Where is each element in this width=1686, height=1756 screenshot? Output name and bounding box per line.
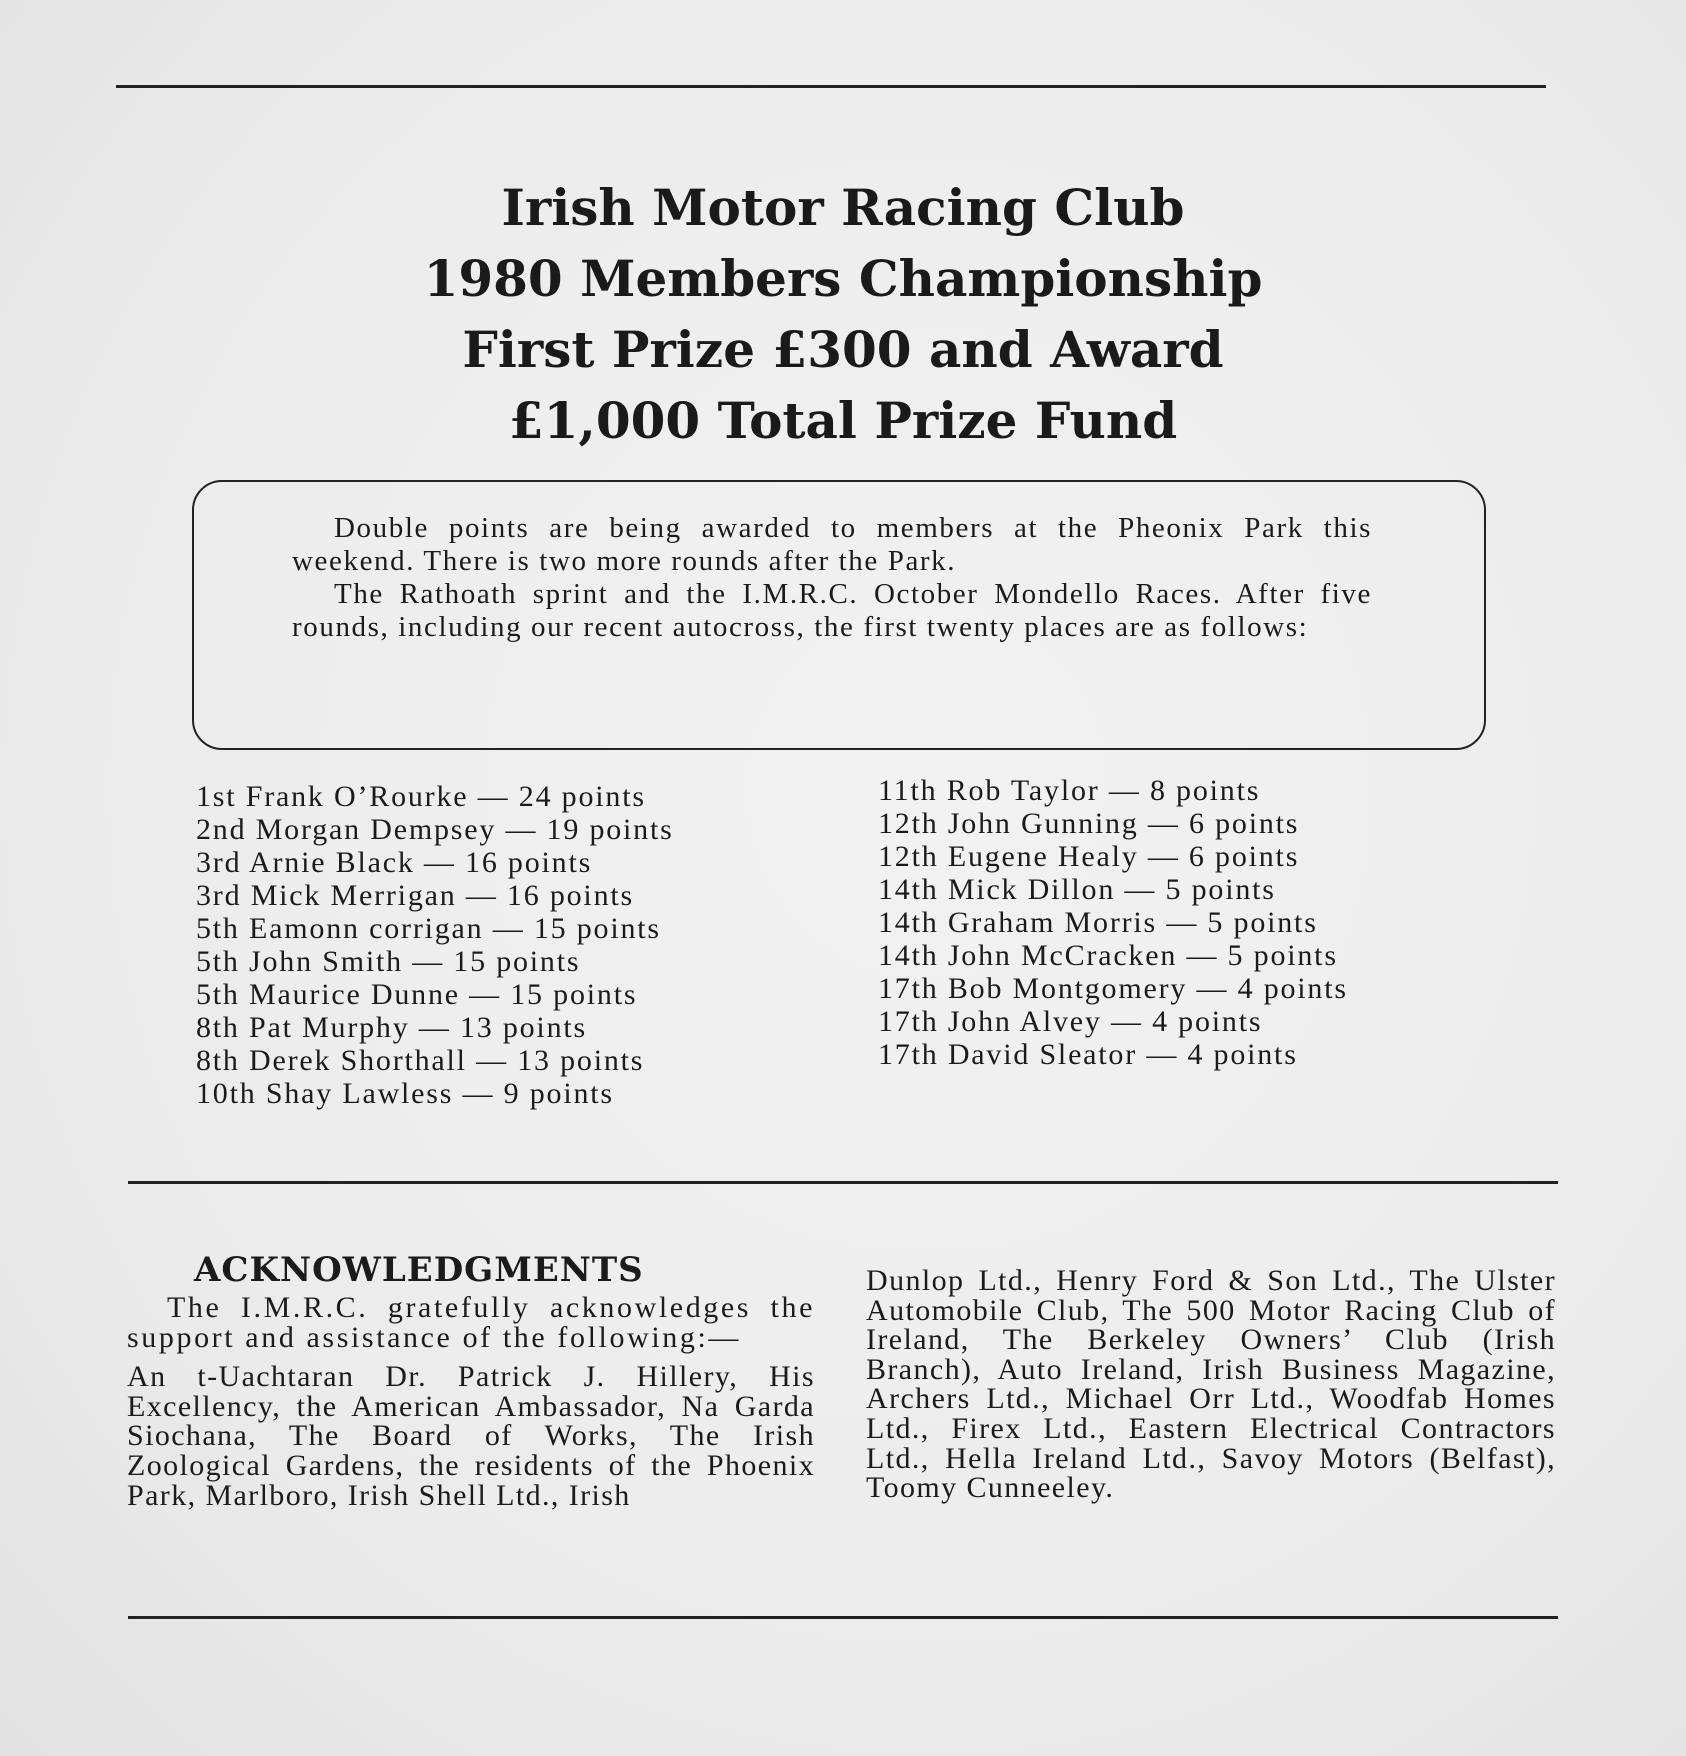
standing-row: 14th John McCracken — 5 points <box>878 939 1338 972</box>
acknowledgments-column-right <box>866 1266 1556 1503</box>
standing-row: 17th Bob Montgomery — 4 points <box>878 972 1348 1005</box>
standing-row: 3rd Arnie Black — 16 points <box>196 846 593 879</box>
notice-text <box>292 512 1372 644</box>
standing-row: 3rd Mick Merrigan — 16 points <box>196 879 634 912</box>
page-title <box>0 172 1686 456</box>
standing-row: 5th John Smith — 15 points <box>196 945 581 978</box>
standing-row: 17th David Sleator — 4 points <box>878 1038 1298 1071</box>
standing-row: 11th Rob Taylor — 8 points <box>878 774 1261 807</box>
standing-row: 5th Maurice Dunne — 15 points <box>196 978 638 1011</box>
notice-box <box>192 480 1486 750</box>
standing-row: 8th Pat Murphy — 13 points <box>196 1011 587 1044</box>
title-line-club: Irish Motor Racing Club <box>501 178 1185 237</box>
standings-column-right <box>878 774 1348 1071</box>
standing-row: 14th Mick Dillon — 5 points <box>878 873 1276 906</box>
standing-row: 17th John Alvey — 4 points <box>878 1005 1263 1038</box>
standing-row: 2nd Morgan Dempsey — 19 points <box>196 813 674 846</box>
standings-column-left <box>196 780 674 1110</box>
standing-row: 12th Eugene Healy — 6 points <box>878 840 1300 873</box>
acknowledgments-intro: The I.M.R.C. gratefully acknowledges the support and assistance of the following:— <box>127 1291 815 1354</box>
standing-row: 14th Graham Morris — 5 points <box>878 906 1318 939</box>
standing-row: 12th John Gunning — 6 points <box>878 807 1300 840</box>
standing-row: 10th Shay Lawless — 9 points <box>196 1077 614 1110</box>
standing-row: 1st Frank O’Rourke — 24 points <box>196 780 646 813</box>
middle-divider <box>128 1181 1558 1184</box>
bottom-divider <box>128 1616 1558 1619</box>
top-divider <box>116 85 1546 88</box>
title-line-first-prize: First Prize £300 and Award <box>462 320 1224 379</box>
notice-paragraph: Double points are being awarded to members at the Pheonix Park this weekend. There is two more rounds after the Park. <box>292 512 1372 577</box>
acknowledgments-column-left <box>127 1293 815 1510</box>
acknowledgments-text: Dunlop Ltd., Henry Ford & Son Ltd., The Ulster Automobile Club, The 500 Motor Racing Club of Ireland, The Berkeley Owners’ Club (Irish Branch), Auto Ireland, Irish Business Magazine, Archers Ltd., Michael Orr Ltd., Woodfab Homes Ltd., Firex Ltd., Eastern Electrical Contractors Ltd., Hella Ireland Ltd., Savoy Motors (Belfast), Toomy Cunneeley. <box>866 1264 1556 1505</box>
standing-row: 8th Derek Shorthall — 13 points <box>196 1044 645 1077</box>
notice-paragraph: The Rathoath sprint and the I.M.R.C. October Mondello Races. After five rounds, including our recent autocross, the first twenty places are as follows: <box>292 578 1372 643</box>
acknowledgments-text: An t-Uachtaran Dr. Patrick J. Hillery, His Excellency, the American Ambassador, Na Garda Siochana, The Board of Works, The Irish Zoological Gardens, the residents of the Phoenix Park, Marlboro, Irish Shell Ltd., Irish <box>127 1360 815 1512</box>
standing-row: 5th Eamonn corrigan — 15 points <box>196 912 661 945</box>
title-line-championship: 1980 Members Championship <box>423 249 1263 308</box>
acknowledgments-heading: ACKNOWLEDGMENTS <box>194 1250 644 1290</box>
title-line-prize-fund: £1,000 Total Prize Fund <box>508 391 1178 450</box>
